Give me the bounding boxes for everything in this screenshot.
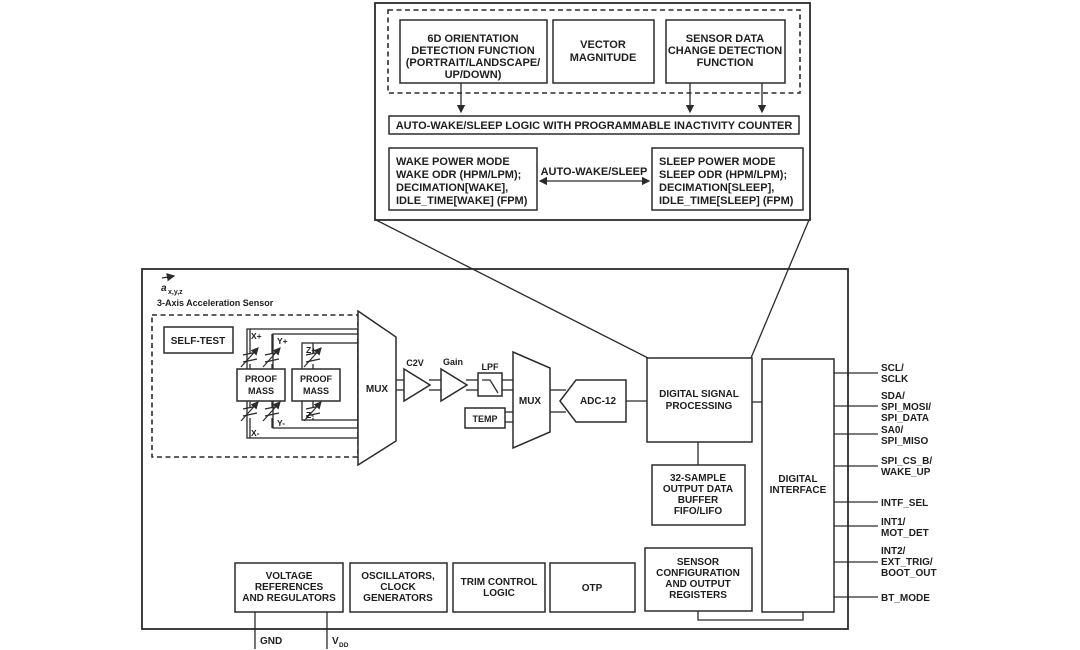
- interface-line: INTERFACE: [769, 485, 827, 496]
- vector-magnitude-box: [553, 20, 654, 83]
- dsp-block: [647, 358, 752, 442]
- osc-line: OSCILLATORS,: [361, 571, 435, 582]
- autowake-logic-label: AUTO-WAKE/SLEEP LOGIC WITH PROGRAMMABLE INACTIVITY COUNTER: [395, 120, 793, 132]
- vref-line: AND REGULATORS: [242, 593, 336, 604]
- wake-line: DECIMATION[WAKE],: [396, 182, 509, 194]
- vref-line: VOLTAGE: [265, 571, 313, 582]
- svg-text:WAKE_UP: WAKE_UP: [881, 467, 931, 478]
- mux2-label: MUX: [518, 396, 542, 407]
- config-line: REGISTERS: [669, 590, 727, 601]
- svg-text:SPI_DATA: SPI_DATA: [881, 413, 929, 424]
- svg-text:INTF_SEL: INTF_SEL: [881, 498, 929, 509]
- mux1-block: [358, 311, 396, 465]
- gain-label: Gain: [442, 357, 464, 367]
- proof-mass-box-1: [237, 369, 285, 401]
- change-line: CHANGE DETECTION: [667, 45, 783, 57]
- osc-line: GENERATORS: [363, 593, 433, 604]
- orientation-detection-box: [400, 20, 547, 83]
- wake-line: WAKE ODR (HPM/LPM);: [396, 169, 522, 181]
- electrode-x-minus: X-: [251, 428, 260, 438]
- trim-control-block: [453, 563, 545, 612]
- pin-sa0: [881, 425, 928, 447]
- orientation-line: UP/DOWN): [444, 69, 502, 81]
- wake-power-mode-box: [389, 148, 537, 210]
- sleep-line: SLEEP POWER MODE: [659, 156, 776, 168]
- orientation-line: 6D ORIENTATION: [427, 33, 519, 45]
- svg-text:SA0/: SA0/: [881, 425, 904, 436]
- gnd-pin-label: GND: [260, 636, 283, 647]
- wake-line: IDLE_TIME[WAKE] (FPM): [396, 195, 528, 207]
- orientation-line: DETECTION FUNCTION: [411, 45, 535, 57]
- sleep-line: DECIMATION[SLEEP],: [659, 182, 775, 194]
- dsp-line: PROCESSING: [665, 401, 733, 412]
- change-line: SENSOR DATA: [685, 33, 765, 45]
- svg-text:BT_MODE: BT_MODE: [881, 593, 930, 604]
- pin-sda: [881, 391, 931, 424]
- svg-text:INT1/: INT1/: [881, 517, 906, 528]
- sleep-line: SLEEP ODR (HPM/LPM);: [659, 169, 788, 181]
- fifo-line: OUTPUT DATA: [662, 484, 734, 495]
- pin-bt-mode: [881, 593, 930, 604]
- transition-label: AUTO-WAKE/SLEEP: [540, 166, 648, 178]
- osc-line: CLOCK: [380, 582, 416, 593]
- otp-block: [550, 563, 635, 612]
- temp-sensor-block: [465, 408, 505, 428]
- callout-lines: [376, 220, 809, 358]
- svg-text:INT2/: INT2/: [881, 546, 906, 557]
- pin-int1: [881, 517, 929, 539]
- dsp-line: DIGITAL SIGNAL: [659, 389, 739, 400]
- pin-stubs: [834, 373, 878, 597]
- trim-line: TRIM CONTROL: [460, 577, 538, 588]
- vdd-pin-label: V: [332, 636, 339, 647]
- electrode-x-plus: X+: [251, 331, 262, 341]
- svg-text:BOOT_OUT: BOOT_OUT: [881, 568, 937, 579]
- wake-line: WAKE POWER MODE: [396, 156, 510, 168]
- pin-scl: [881, 363, 909, 385]
- svg-text:SPI_MOSI/: SPI_MOSI/: [881, 402, 932, 413]
- pin-int2: [881, 546, 937, 579]
- interface-line: DIGITAL: [778, 474, 818, 485]
- electrode-z-plus: Z+: [306, 345, 317, 355]
- adc-label: ADC-12: [579, 396, 617, 407]
- svg-text:SCL/: SCL/: [881, 363, 904, 374]
- electrode-y-minus: Y-: [277, 418, 286, 428]
- c2v-amplifier: [404, 358, 430, 401]
- vdd-pin-subscript: DD: [339, 642, 349, 649]
- adc-block: [560, 380, 626, 422]
- vref-block: [235, 563, 343, 612]
- self-test-box: [164, 327, 233, 353]
- gain-amplifier: [441, 357, 467, 401]
- change-line: FUNCTION: [696, 57, 754, 69]
- sensor-data-change-box: [666, 20, 785, 83]
- c2v-label: C2V: [406, 358, 424, 368]
- proof-mass-line: PROOF: [299, 374, 333, 384]
- electrode-y-plus: Y+: [277, 336, 288, 346]
- electrode-z-minus: Z-: [306, 410, 315, 420]
- vref-line: REFERENCES: [254, 582, 324, 593]
- lpf-label: LPF: [481, 362, 499, 372]
- svg-text:MOT_DET: MOT_DET: [881, 528, 929, 539]
- config-line: SENSOR: [676, 557, 720, 568]
- svg-text:SCLK: SCLK: [881, 374, 909, 385]
- digital-interface-block: [762, 359, 834, 612]
- svg-text:SDA/: SDA/: [881, 391, 905, 402]
- sleep-line: IDLE_TIME[SLEEP] (FPM): [659, 195, 794, 207]
- self-test-label: SELF-TEST: [170, 336, 226, 347]
- autowake-sleep-logic-box: [389, 116, 799, 134]
- power-pins: [255, 612, 349, 649]
- lpf-block: [478, 362, 502, 396]
- fifo-line: BUFFER: [677, 495, 719, 506]
- inset-down-arrows: [461, 83, 762, 112]
- temp-label: TEMP: [472, 414, 498, 424]
- orientation-line: (PORTRAIT/LANDSCAPE/: [405, 57, 541, 69]
- otp-label: OTP: [581, 583, 603, 594]
- vector-line: MAGNITUDE: [569, 52, 637, 64]
- autowake-transition-arrow: [540, 166, 649, 181]
- config-line: CONFIGURATION: [656, 568, 740, 579]
- trim-line: LOGIC: [483, 588, 515, 599]
- sensor-config-block: [645, 548, 752, 611]
- config-line: AND OUTPUT: [665, 579, 731, 590]
- sleep-power-mode-box: [652, 148, 803, 210]
- fifo-line: 32-SAMPLE: [669, 473, 727, 484]
- fifo-buffer-block: [652, 465, 745, 525]
- acceleration-vector-label: [161, 276, 183, 296]
- oscillators-block: [350, 563, 447, 612]
- accel-subscript: x,y,z: [168, 289, 183, 296]
- fifo-line: FIFO/LIFO: [673, 506, 723, 517]
- dsp-detail-inset: [375, 3, 810, 220]
- pin-intf-sel: [881, 498, 928, 509]
- svg-text:EXT_TRIG/: EXT_TRIG/: [881, 557, 933, 568]
- accel-symbol: a: [161, 283, 167, 294]
- proof-mass-box-2: [292, 369, 340, 401]
- svg-text:SPI_MISO: SPI_MISO: [881, 436, 929, 447]
- svg-text:SPI_CS_B/: SPI_CS_B/: [881, 456, 933, 467]
- mux1-label: MUX: [365, 384, 389, 395]
- sensor-section-title: 3-Axis Acceleration Sensor: [157, 298, 274, 308]
- proof-mass-line: MASS: [247, 386, 275, 396]
- vector-line: VECTOR: [580, 39, 626, 51]
- proof-mass-line: MASS: [302, 386, 330, 396]
- proof-mass-line: PROOF: [244, 374, 278, 384]
- mux2-block: [513, 352, 550, 448]
- pin-labels: [881, 363, 937, 604]
- pin-spi-cs: [881, 456, 932, 478]
